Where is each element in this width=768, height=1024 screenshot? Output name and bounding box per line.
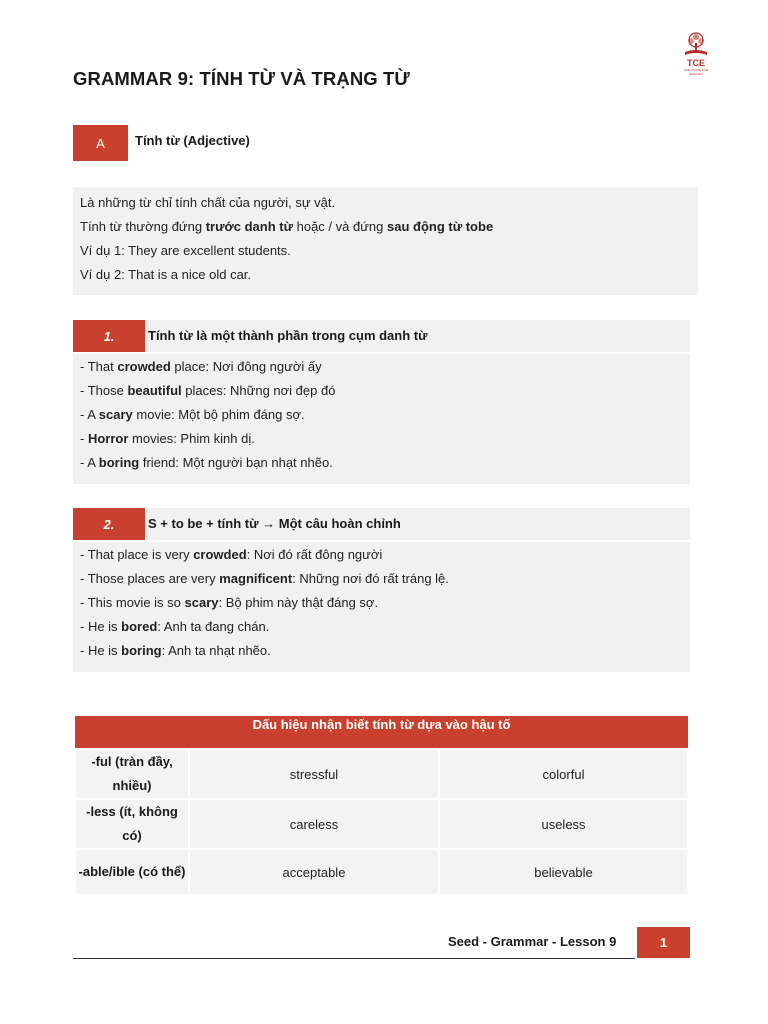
table-row bbox=[75, 849, 688, 895]
example-line: Ví dụ 2: That is a nice old car. bbox=[80, 267, 252, 282]
section-2-examples bbox=[73, 542, 690, 672]
example-line: - This movie is so scary: Bộ phim này thật đáng sợ. bbox=[80, 595, 379, 610]
section-1-heading: Tính từ là một thành phần trong cụm danh từ bbox=[148, 328, 428, 343]
example-line: - A boring friend: Một người bạn nhạt nhẽo. bbox=[80, 455, 333, 470]
example-line: - He is bored: Anh ta đang chán. bbox=[80, 619, 270, 634]
definition-line: Tính từ thường đứng trước danh từ hoặc / và đứng sau động từ tobe bbox=[80, 219, 494, 234]
example-cell: stressful bbox=[189, 749, 439, 799]
example-line: - He is boring: Anh ta nhạt nhẽo. bbox=[80, 643, 271, 658]
suffix-cell: -able/ible (có thể) bbox=[75, 849, 189, 895]
suffix-table bbox=[74, 716, 689, 896]
example-cell: believable bbox=[439, 849, 688, 895]
tce-logo bbox=[678, 32, 714, 76]
example-line: - A scary movie: Một bộ phim đáng sợ. bbox=[80, 407, 305, 422]
table-row bbox=[75, 799, 688, 849]
section-a-label: Tính từ (Adjective) bbox=[135, 133, 250, 148]
example-line: Ví dụ 1: They are excellent students. bbox=[80, 243, 291, 258]
suffix-table-header: Dấu hiệu nhận biết tính từ dựa vào hậu tố bbox=[75, 716, 688, 749]
footer-divider bbox=[73, 958, 635, 959]
example-cell: useless bbox=[439, 799, 688, 849]
page-title: GRAMMAR 9: TÍNH TỪ VÀ TRẠNG TỪ bbox=[73, 68, 410, 89]
definition-line: Là những từ chỉ tính chất của người, sự vật. bbox=[80, 195, 336, 210]
page-number: 1 bbox=[637, 927, 690, 958]
section-1-header bbox=[73, 320, 690, 352]
definition-box bbox=[73, 187, 698, 295]
logo-subtext: THE CAUSE FOR ENGLISH bbox=[683, 68, 709, 76]
section-1-number: 1. bbox=[73, 320, 145, 352]
footer-lesson-label: Seed - Grammar - Lesson 9 bbox=[448, 934, 617, 949]
section-2-heading: S + to be + tính từ → Một câu hoàn chỉnh bbox=[148, 516, 401, 531]
example-line: - That crowded place: Nơi đông người ấy bbox=[80, 359, 322, 374]
section-a-badge: A bbox=[73, 125, 128, 161]
example-line: - Those places are very magnificent: Những nơi đó rất tráng lệ. bbox=[80, 571, 449, 586]
example-cell: acceptable bbox=[189, 849, 439, 895]
table-row bbox=[75, 749, 688, 799]
suffix-cell: -ful (tràn đầy, nhiều) bbox=[75, 749, 189, 799]
section-2-number: 2. bbox=[73, 508, 145, 540]
example-line: - That place is very crowded: Nơi đó rất đông người bbox=[80, 547, 383, 562]
section-1-examples bbox=[73, 354, 690, 484]
example-cell: careless bbox=[189, 799, 439, 849]
tree-book-icon bbox=[681, 32, 711, 58]
logo-text: TCE bbox=[687, 58, 705, 68]
suffix-cell: -less (ít, không có) bbox=[75, 799, 189, 849]
example-line: - Horror movies: Phim kinh dị. bbox=[80, 431, 255, 446]
section-2-header bbox=[73, 508, 690, 540]
example-line: - Those beautiful places: Những nơi đẹp đó bbox=[80, 383, 336, 398]
example-cell: colorful bbox=[439, 749, 688, 799]
